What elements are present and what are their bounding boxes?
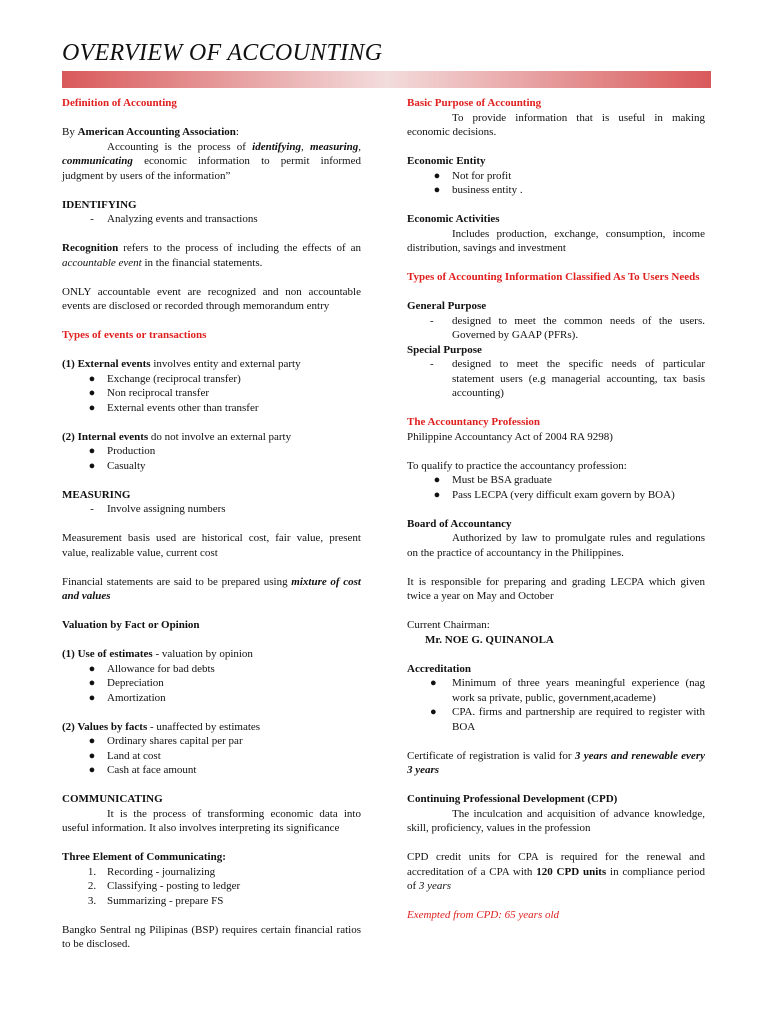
heading-accountancy-profession: The Accountancy Profession [407,416,541,428]
use-of-estimates-line: (1) Use of estimates - valuation by opinion [62,648,253,660]
cpd-credit-text: CPD credit units for CPA is required for the renewal and accreditation of a CPA with 120 CPD units in compliance period of 3 years [407,851,706,892]
list-item: - Involve assigning numbers [90,503,226,515]
list-item: ● Exchange (reciprocal transfer) [88,372,241,385]
heading-general-purpose: General Purpose [407,300,487,312]
list-item: 3. Summarizing - prepare FS [87,894,224,907]
heading-measuring: MEASURING [62,488,131,501]
heading-accreditation: Accreditation [407,662,471,675]
heading-identifying: IDENTIFYING [62,198,137,211]
list-item: ● Depreciation [88,677,164,689]
recognition-text: Recognition refers to the process of including the effects of an accountable event in the financial statements. [62,242,361,269]
list-item: ● Production [88,445,156,457]
external-events-line: (1) External events involves entity and external party [62,358,301,370]
heading-communicating: COMMUNICATING [62,793,163,805]
heading-economic-activities: Economic Activities [407,213,500,225]
chairman-label: Current Chairman: [407,619,490,631]
heading-special-purpose: Special Purpose [407,343,482,356]
cpd-text: The inculcation and acquisition of advance knowledge, skill, proficiency, values in the profession [407,807,705,834]
list-item: ● Not for profit [433,169,512,182]
title-gradient-bar [62,71,711,88]
heading-three-elements: Three Element of Communicating: [62,851,226,863]
basic-purpose-text: To provide information that is useful in making economic decisions. [407,111,705,138]
heading-economic-entity: Economic Entity [407,155,486,167]
bsp-text: Bangko Sentral ng Pilipinas (BSP) requires certain financial ratios to be disclosed. [62,923,361,950]
list-item: ● Land at cost [88,749,161,762]
heading-board-of-accountancy: Board of Accountancy [407,517,512,530]
list-item: ● Ordinary shares capital per par [88,735,243,747]
page-title: OVERVIEW OF ACCOUNTING [62,40,383,66]
values-by-facts-line: (2) Values by facts - unaffected by estimates [62,720,261,733]
boa-text: Authorized by law to promulgate rules and regulations on the practice of accountancy in the Philippines. [407,532,705,559]
list-item: ● Non reciprocal transfer [88,387,210,399]
exempted-text: Exempted from CPD: 65 years old [407,909,560,921]
list-item: - designed to meet the common needs of the users. Governed by GAAP (PFRs). [430,314,705,341]
list-item: 1. Recording - journalizing [87,865,216,878]
list-item: 2. Classifying - posting to ledger [87,880,241,892]
definition-text: Accounting is the process of identifying, measuring, communicating economic information to permit informed judgment by users of the information” [62,140,362,182]
right-column [407,96,705,923]
heading-basic-purpose: Basic Purpose of Accounting [407,97,542,109]
heading-definition: Definition of Accounting [62,97,177,109]
economic-activities-text: Includes production, exchange, consumption, income distribution, savings and investment [407,227,705,254]
left-column [62,96,361,952]
accountancy-act-text: Philippine Accountancy Act of 2004 RA 9298) [407,430,613,443]
list-item: ● business entity . [433,184,523,196]
list-item: ● External events other than transfer [88,401,259,414]
financial-statements-text: Financial statements are said to be prepared using mixture of cost and values [62,575,361,602]
list-item: ● Must be BSA graduate [433,474,552,486]
list-item: ● Pass LECPA (very difficult exam govern by BOA) [433,488,675,501]
heading-types-information: Types of Accounting Information Classified As To Users Needs [407,271,700,283]
qualify-text: To qualify to practice the accountancy profession: [407,459,627,472]
list-item: ● CPA. firms and partnership are required to register with BOA [430,706,705,733]
heading-types-events: Types of events or transactions [62,329,207,341]
list-item: ● Minimum of three years meaningful experience (nag work sa private, public, government,academe) [430,677,705,704]
list-item: ● Casualty [88,459,146,472]
responsible-text: It is responsible for preparing and grading LECPA which given twice a year on May and October [407,575,705,602]
heading-cpd: Continuing Professional Development (CPD) [407,793,618,805]
definition-source: By American Accounting Association: [62,126,239,138]
chairman-name: Mr. NOE G. QUINANOLA [425,633,554,646]
internal-events-line: (2) Internal events do not involve an external party [62,430,292,443]
list-item: ● Amortization [88,691,166,704]
list-item: - designed to meet the specific needs of particular statement users (e.g managerial accounting, tax basis accounting) [430,358,705,399]
communicating-text: It is the process of transforming economic data into useful information. It also involves interpreting its significance [62,807,361,834]
list-item: ● Cash at face amount [88,764,197,776]
measurement-basis-text: Measurement basis used are historical cost, fair value, present value, realizable value, current cost [62,532,361,559]
heading-valuation: Valuation by Fact or Opinion [62,619,200,631]
list-item: ● Allowance for bad debts [88,662,215,675]
certificate-text: Certificate of registration is valid for 3 years and renewable every 3 years [407,749,705,776]
only-accountable-text: ONLY accountable event are recognized and non accountable events are disclosed or recorded through memorandum entry [62,285,361,312]
list-item: - Analyzing events and transactions [90,213,258,225]
